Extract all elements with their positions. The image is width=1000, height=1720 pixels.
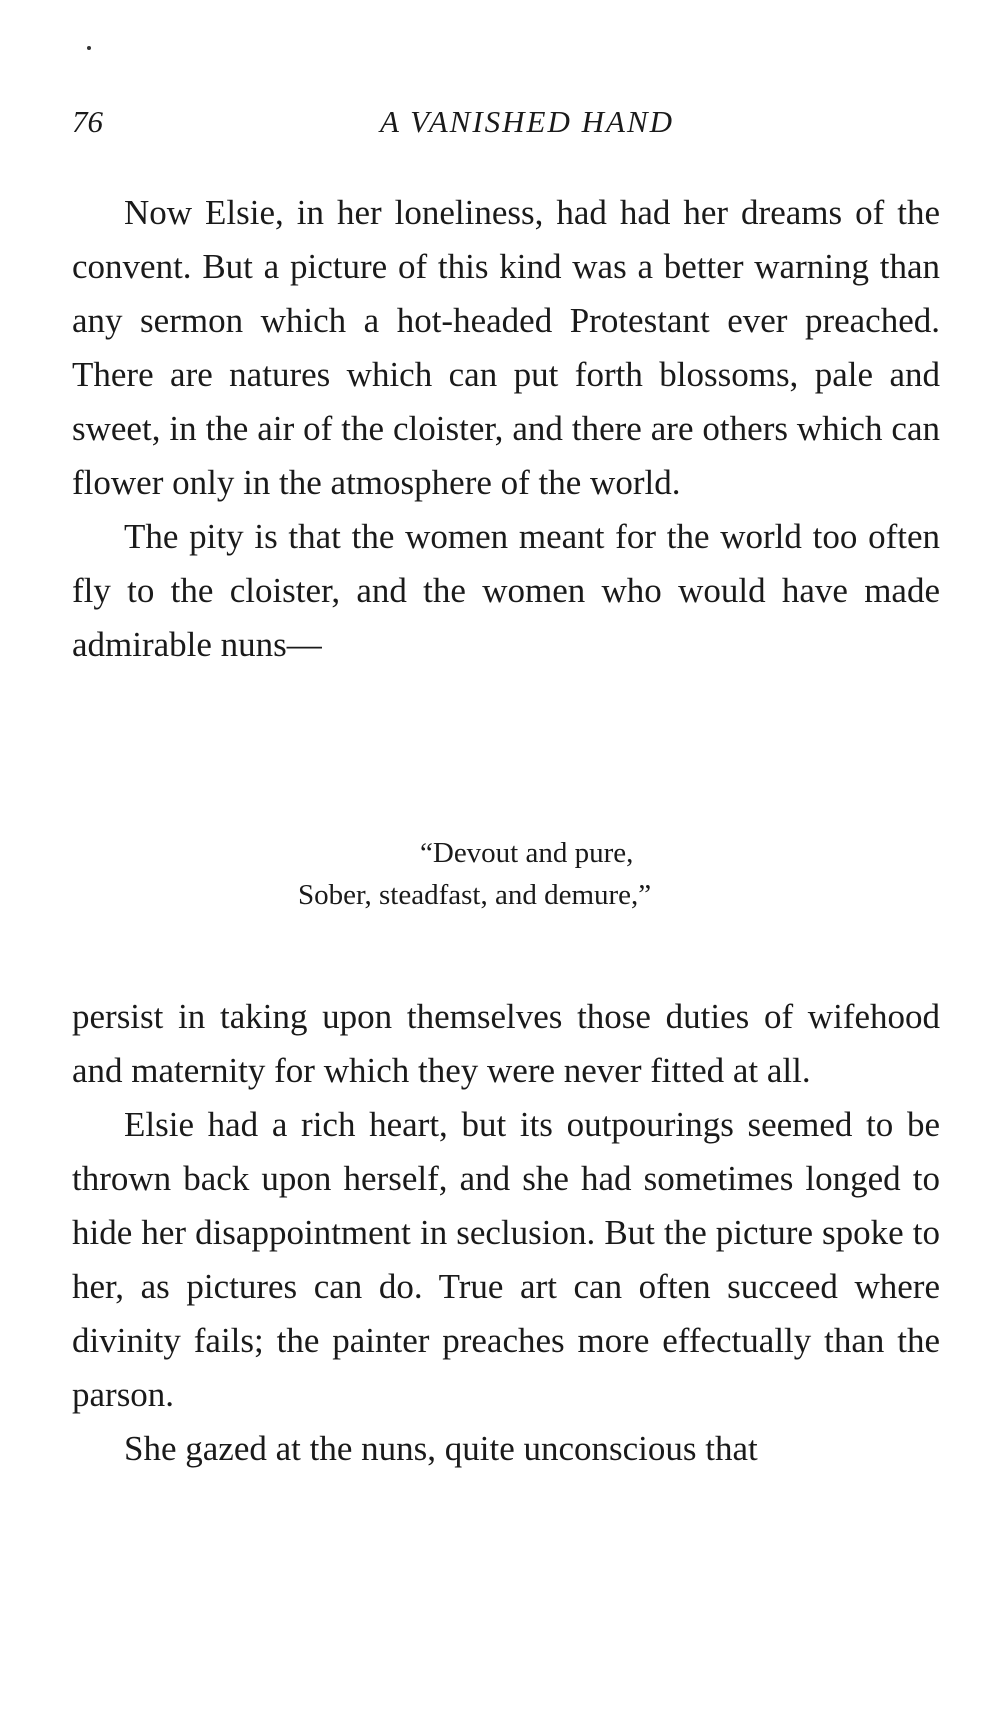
page-number: 76: [72, 104, 103, 139]
paragraph: The pity is that the women meant for the world too often fly to the cloister, and the women who would have made admirable nuns—: [72, 517, 940, 664]
verse-line: Sober, steadfast, and demure,”: [298, 879, 652, 911]
paragraph: She gazed at the nuns, quite unconscious that: [124, 1429, 758, 1468]
paragraph-continuation: persist in taking upon themselves those duties of wifehood and maternity for which they were never fitted at all.: [72, 997, 940, 1090]
verse-quotation: [0, 832, 1000, 916]
text-block-upper: [72, 186, 940, 672]
stray-ink-mark: [87, 46, 91, 50]
paragraph: Now Elsie, in her loneliness, had had her dreams of the convent. But a picture of this kind was a better warning than any sermon which a hot-headed Protestant ever preached. There are natures which can put forth blossoms, pale and sweet, in the air of the cloister, and there are others which can flower only in the atmosphere of the world.: [72, 193, 940, 502]
verse-line: “Devout and pure,: [420, 837, 634, 869]
text-block-lower: [72, 990, 940, 1476]
paragraph: Elsie had a rich heart, but its outpourings seemed to be thrown back upon herself, and she had sometimes longed to hide her disappointment in seclusion. But the picture spoke to her, as pictures can do. True art can often succeed where divinity fails; the painter preaches more effectually than the parson.: [72, 1105, 940, 1414]
page-header: [72, 104, 942, 144]
running-title: A VANISHED HAND: [379, 104, 675, 139]
